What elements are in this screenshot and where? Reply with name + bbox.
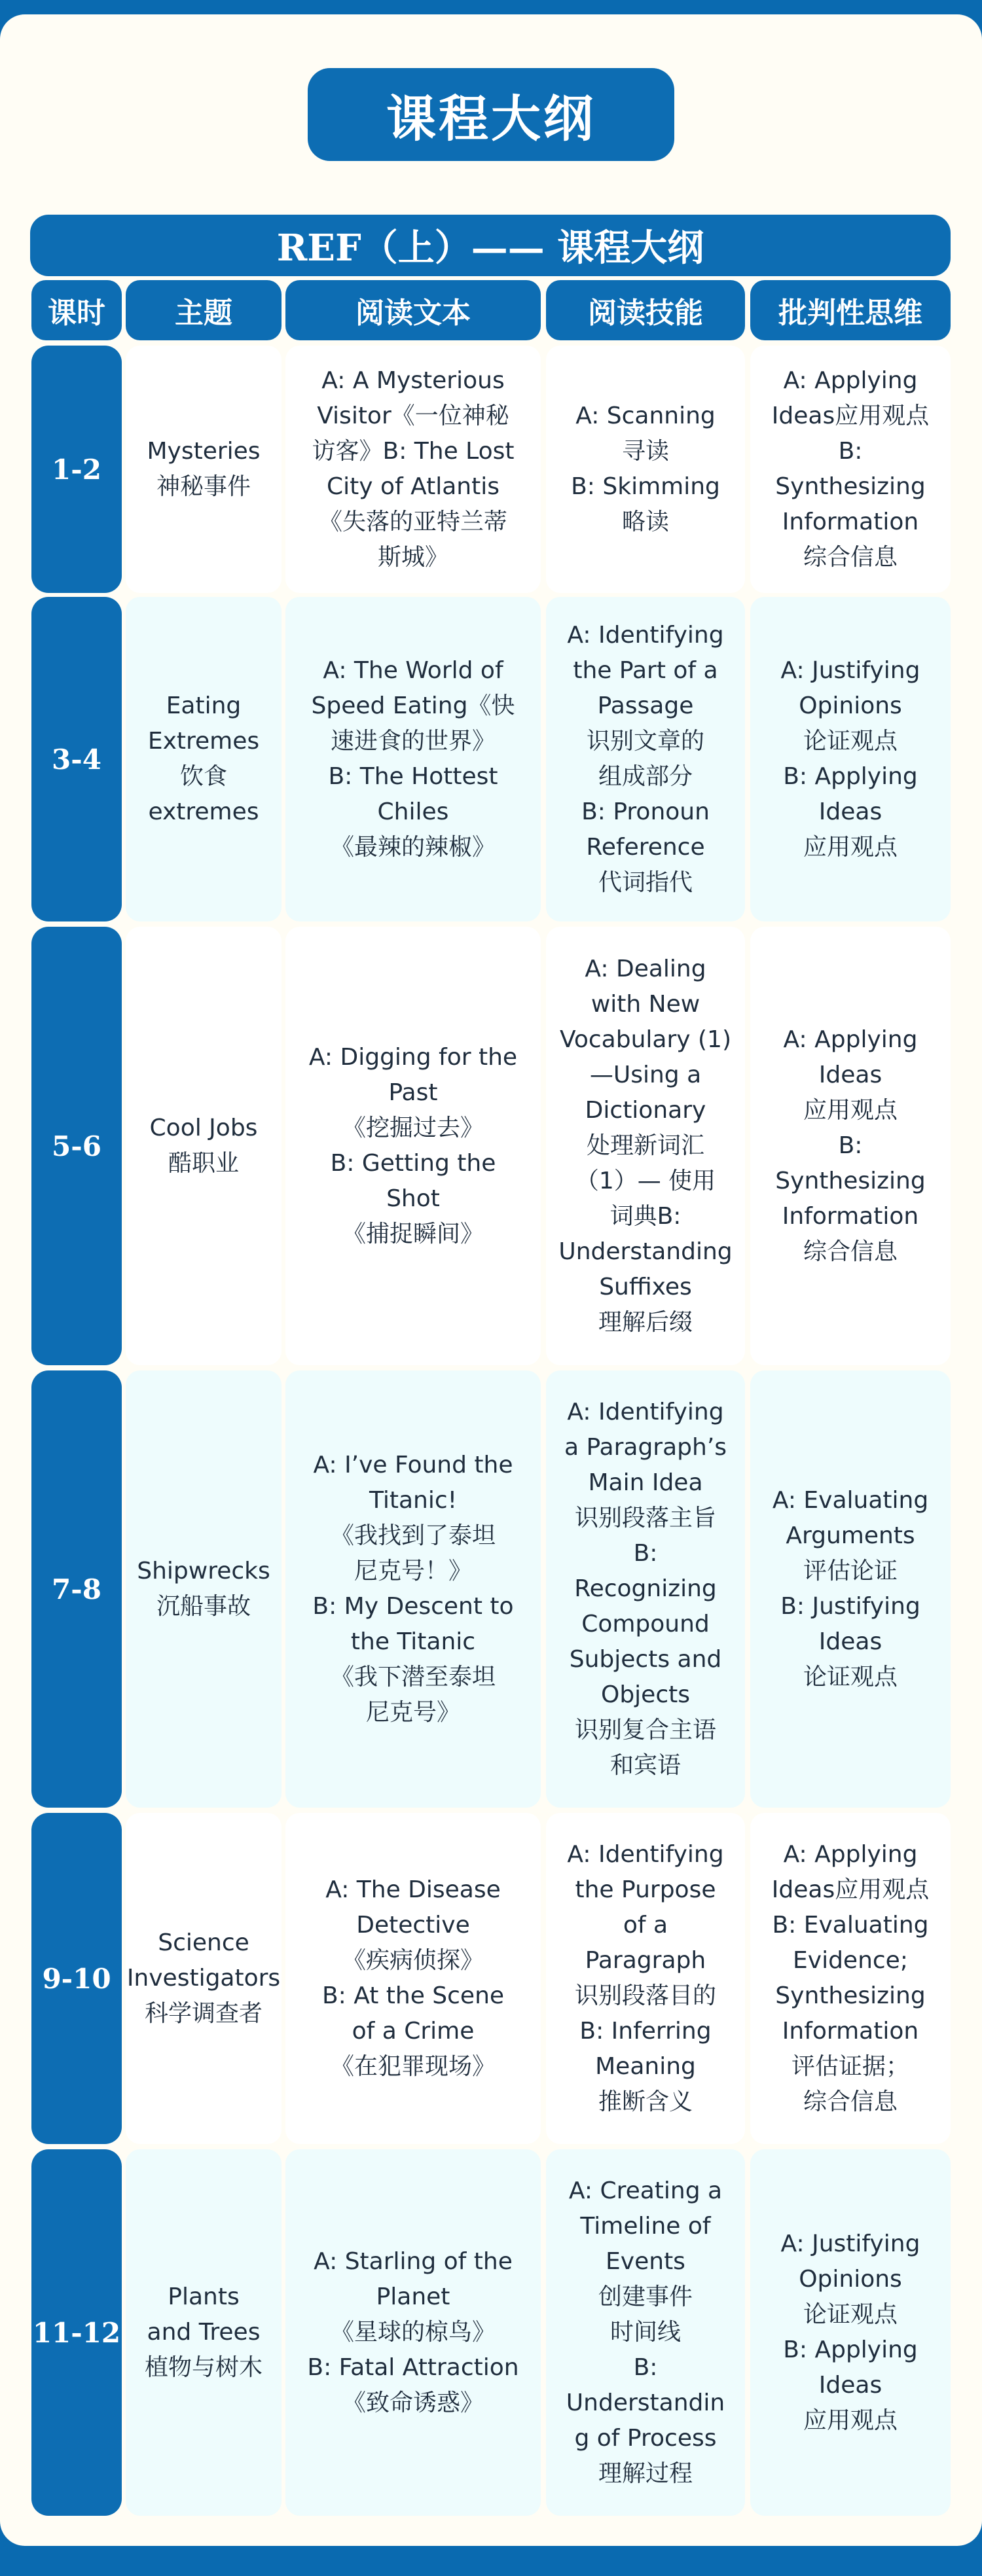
critical-thinking-cell: A: Justifying Opinions 论证观点 B: Applying Ideas 应用观点 (750, 597, 951, 921)
page-title: 课程大纲 (308, 68, 674, 161)
column-header-critical-thinking: 批判性思维 (750, 280, 951, 340)
critical-thinking-cell: A: Justifying Opinions 论证观点 B: Applying Ideas 应用观点 (750, 2149, 951, 2516)
theme-cell: Science Investigators 科学调查者 (126, 1813, 282, 2144)
reading-text-cell: A: A Mysterious Visitor《一位神秘 访客》B: The Lost City of Atlantis 《失落的亚特兰蒂 斯城》 (285, 346, 541, 593)
reading-skills-cell: A: Identifying the Part of a Passage 识别文章的 组成部分 B: Pronoun Reference 代词指代 (546, 597, 745, 921)
column-header-reading-skills: 阅读技能 (546, 280, 745, 340)
theme-cell: Plants and Trees 植物与树木 (126, 2149, 282, 2516)
lesson-number: 5-6 (31, 927, 122, 1365)
lesson-number: 7-8 (31, 1370, 122, 1808)
reading-skills-cell: A: Identifying a Paragraph’s Main Idea 识别段落主旨 B: Recognizing Compound Subjects and Objects 识别复合主语 和宾语 (546, 1370, 745, 1808)
column-header-theme: 主题 (126, 280, 282, 340)
critical-thinking-cell: A: Applying Ideas应用观点 B: Evaluating Evidence; Synthesizing Information 评估证据； 综合信息 (750, 1813, 951, 2144)
lesson-number: 11-12 (31, 2149, 122, 2516)
column-header-lesson: 课时 (31, 280, 122, 340)
reading-text-cell: A: Digging for the Past 《挖掘过去》 B: Getting the Shot 《捕捉瞬间》 (285, 927, 541, 1365)
column-header-reading-text: 阅读文本 (285, 280, 541, 340)
theme-cell: Cool Jobs 酷职业 (126, 927, 282, 1365)
reading-text-cell: A: The World of Speed Eating《快 速进食的世界》 B: The Hottest Chiles 《最辣的辣椒》 (285, 597, 541, 921)
critical-thinking-cell: A: Evaluating Arguments 评估论证 B: Justifying Ideas 论证观点 (750, 1370, 951, 1808)
lesson-number: 1-2 (31, 346, 122, 593)
reading-skills-cell: A: Scanning 寻读 B: Skimming 略读 (546, 346, 745, 593)
reading-text-cell: A: Starling of the Planet 《星球的椋鸟》 B: Fatal Attraction 《致命诱惑》 (285, 2149, 541, 2516)
lesson-number: 3-4 (31, 597, 122, 921)
reading-text-cell: A: I’ve Found the Titanic! 《我找到了泰坦 尼克号！》 B: My Descent to the Titanic 《我下潜至泰坦 尼克号》 (285, 1370, 541, 1808)
lesson-number: 9-10 (31, 1813, 122, 2144)
reading-skills-cell: A: Dealing with New Vocabulary (1) —Using a Dictionary 处理新词汇 （1）— 使用 词典B: Understanding Suffixes 理解后缀 (546, 927, 745, 1365)
reading-skills-cell: A: Identifying the Purpose of a Paragraph 识别段落目的 B: Inferring Meaning 推断含义 (546, 1813, 745, 2144)
reading-text-cell: A: The Disease Detective 《疾病侦探》 B: At the Scene of a Crime 《在犯罪现场》 (285, 1813, 541, 2144)
critical-thinking-cell: A: Applying Ideas 应用观点 B: Synthesizing Information 综合信息 (750, 927, 951, 1365)
reading-skills-cell: A: Creating a Timeline of Events 创建事件 时间线 B: Understandin g of Process 理解过程 (546, 2149, 745, 2516)
theme-cell: Mysteries 神秘事件 (126, 346, 282, 593)
table-title: REF（上）—— 课程大纲 (30, 215, 951, 276)
critical-thinking-cell: A: Applying Ideas应用观点 B: Synthesizing Information 综合信息 (750, 346, 951, 593)
theme-cell: Shipwrecks 沉船事故 (126, 1370, 282, 1808)
theme-cell: Eating Extremes 饮食 extremes (126, 597, 282, 921)
